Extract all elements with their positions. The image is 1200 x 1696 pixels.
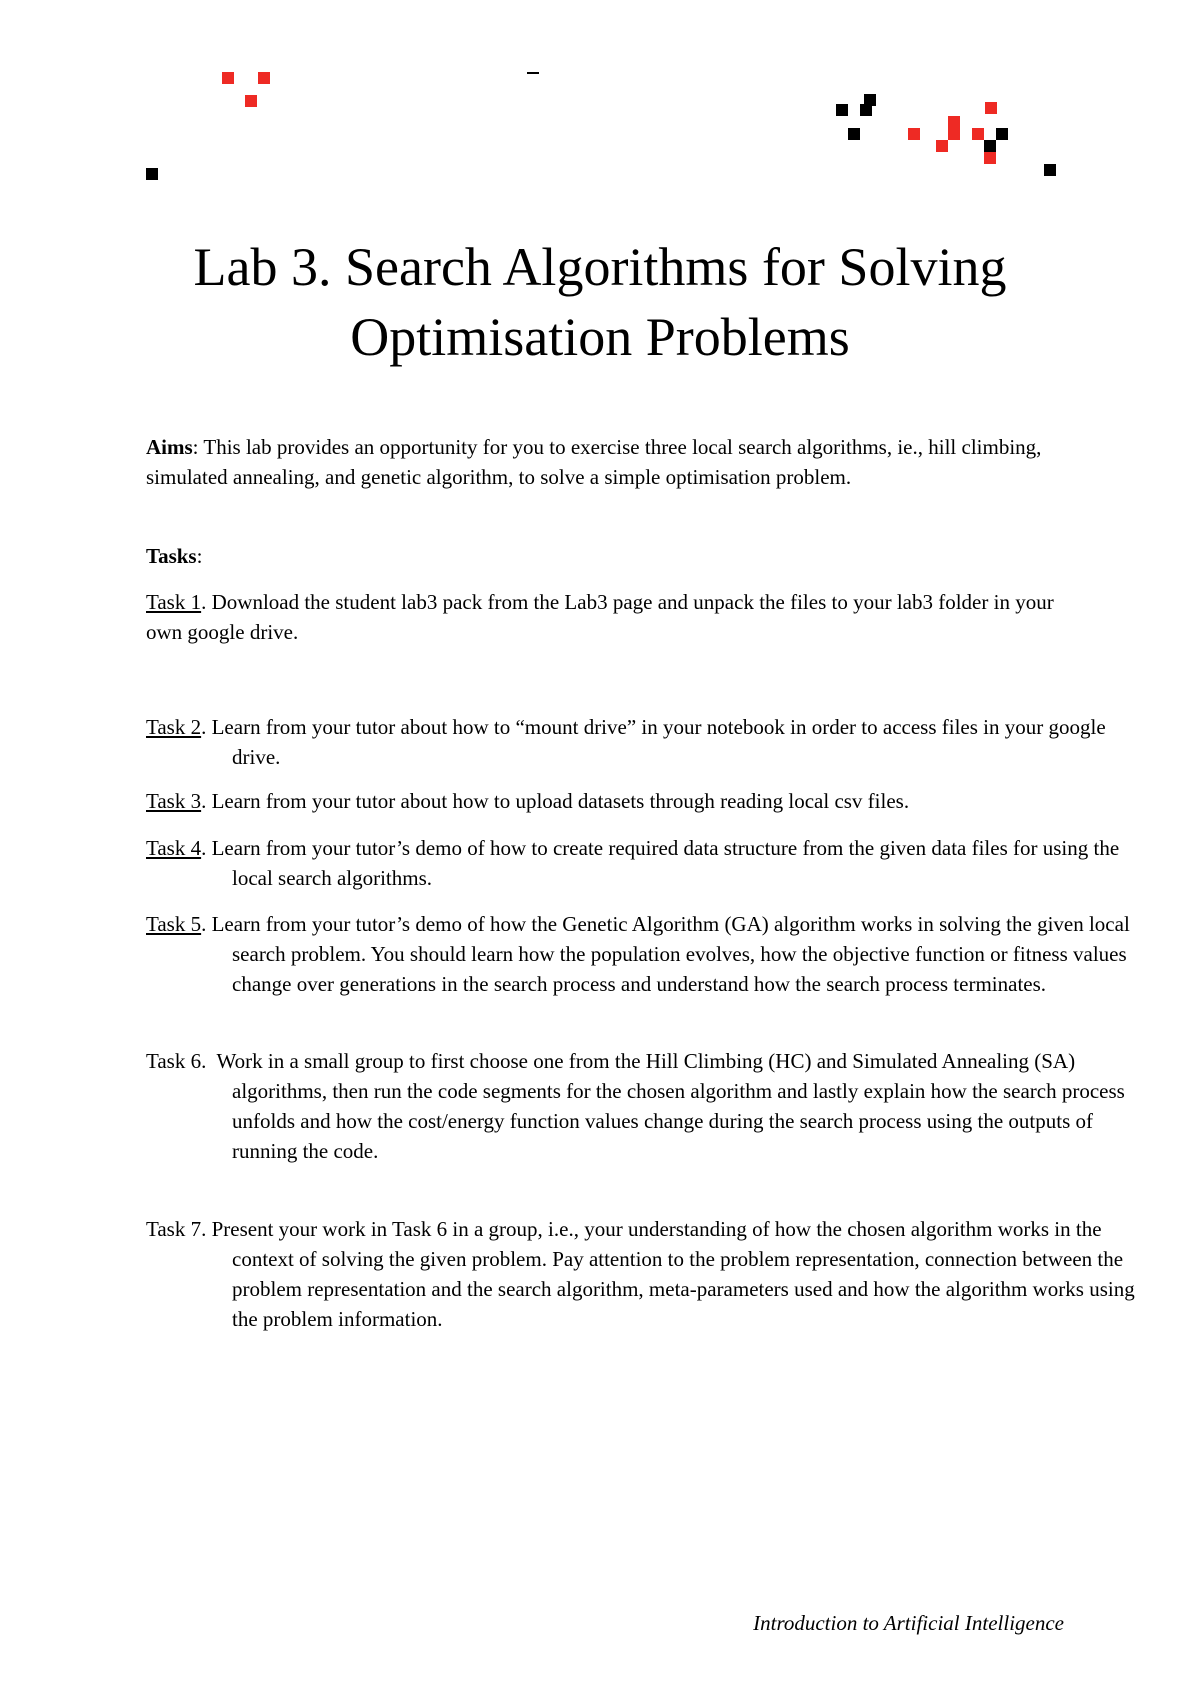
task-item: [146, 1214, 1152, 1334]
task-text: . Learn from your tutor’s demo of how to create required data structure from the given data files for using the local search algorithms.: [201, 836, 1120, 890]
tasks-heading-label: Tasks: [146, 544, 197, 568]
task-text: . Learn from your tutor about how to upload datasets through reading local csv files.: [201, 789, 910, 813]
pixel-square: [146, 168, 158, 180]
task-text: . Learn from your tutor’s demo of how the Genetic Algorithm (GA) algorithm works in solving the given local search problem. You should learn how the population evolves, how the objective function or fitness values change over generations in the search process and understand how the search process terminates.: [201, 912, 1130, 996]
pixel-square: [972, 128, 984, 140]
task-text: Present your work in Task 6 in a group, i.e., your understanding of how the chosen algorithm works in the context of solving the given problem. Pay attention to the problem representation, connection between the problem representation and the search algorithm, meta-parameters used and how the algorithm works using the problem information.: [206, 1217, 1135, 1331]
task-item: [146, 909, 1152, 999]
pixel-square: [996, 128, 1008, 140]
pixel-square: [936, 140, 948, 152]
pixel-square: [1044, 164, 1056, 176]
task-label: Task 4: [146, 836, 202, 860]
task-item: [146, 712, 1152, 772]
pixel-square: [860, 104, 872, 116]
aims-paragraph: [146, 432, 1066, 492]
task-item: [146, 833, 1152, 893]
pixel-square: [948, 116, 960, 128]
tasks-heading: [146, 541, 1066, 571]
task-item: [146, 587, 1066, 647]
task-label: Task 7.: [146, 1217, 207, 1241]
aims-label: Aims: [146, 435, 193, 459]
pixel-dash: [527, 72, 539, 74]
task-label: Task 6.: [146, 1049, 207, 1073]
task-label: Task 3: [146, 789, 202, 813]
task-text: . Learn from your tutor about how to “mount drive” in your notebook in order to access files in your google drive.: [201, 715, 1106, 769]
pixel-square: [908, 128, 920, 140]
pixel-square: [848, 128, 860, 140]
task-text: . Download the student lab3 pack from the Lab3 page and unpack the files to your lab3 folder in your own google drive.: [146, 590, 1054, 644]
page-footer: Introduction to Artificial Intelligence: [753, 1611, 1064, 1635]
title-line-1: Lab 3. Search Algorithms for Solving: [193, 237, 1007, 297]
tasks-heading-colon: :: [196, 544, 203, 568]
page-title: [150, 232, 1050, 372]
task-label: Task 5: [146, 912, 202, 936]
pixel-square: [985, 102, 997, 114]
pixel-square: [948, 128, 960, 140]
task-item: [146, 786, 1152, 816]
pixel-square: [984, 152, 996, 164]
pixel-square: [258, 72, 270, 84]
task-text: Work in a small group to first choose one from the Hill Climbing (HC) and Simulated Annealing (SA) algorithms, then run the code segments for the chosen algorithm and lastly explain how the search process unfolds and how the cost/energy function values change during the search process using the outputs of running the code.: [206, 1049, 1131, 1163]
task-item: [146, 1046, 1152, 1166]
pixel-square: [245, 95, 257, 107]
pixel-square: [222, 72, 234, 84]
title-line-2: Optimisation Problems: [350, 307, 850, 367]
pixel-square: [984, 140, 996, 152]
task-label: Task 1: [146, 590, 202, 614]
pixel-square: [836, 104, 848, 116]
task-label: Task 2: [146, 715, 202, 739]
aims-text: : This lab provides an opportunity for you to exercise three local search algorithms, ie., hill climbing, simulated annealing, and genetic algorithm, to solve a simple optimisation problem.: [146, 435, 1042, 489]
